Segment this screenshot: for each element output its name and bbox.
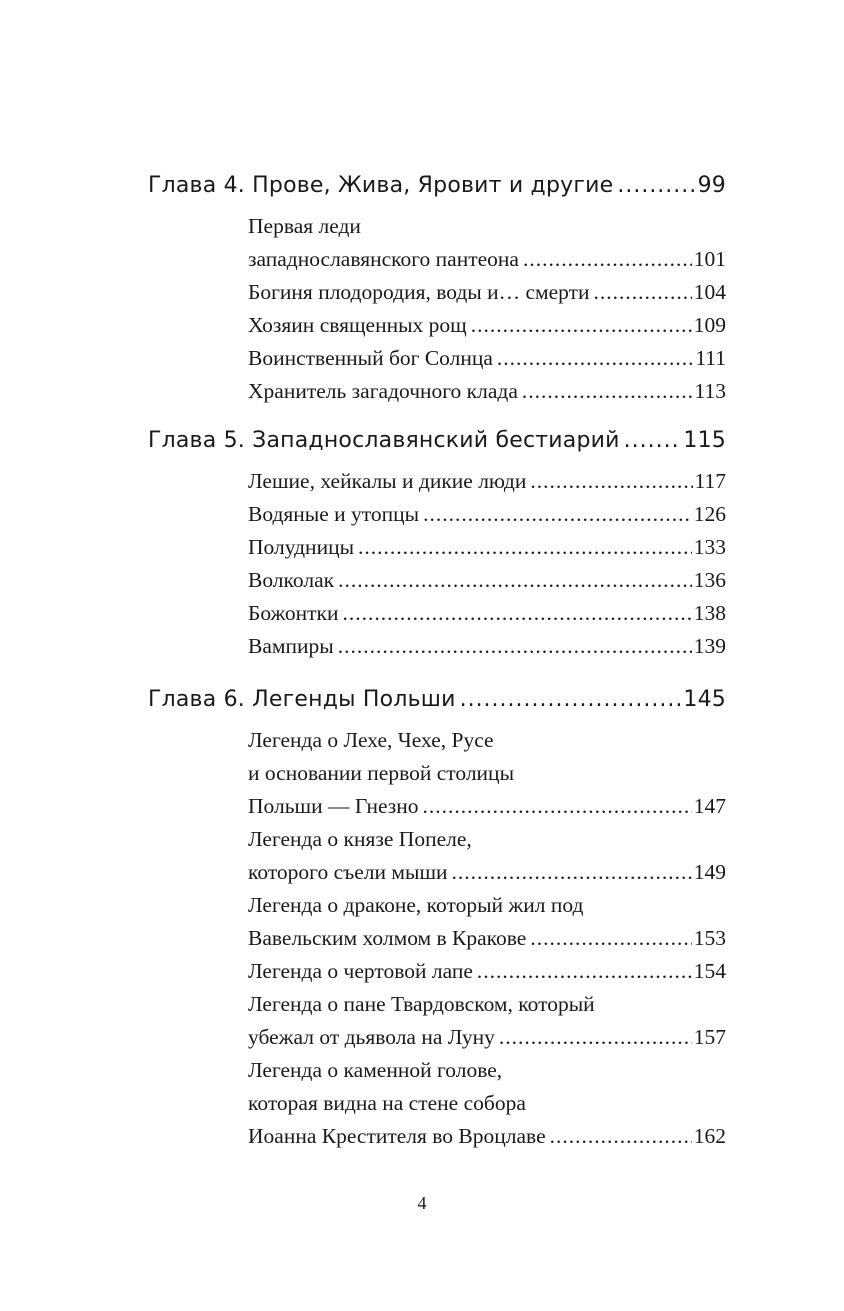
dot-leader [342,597,691,630]
entry-line: Легенда о каменной голове, [248,1058,503,1082]
dot-leader [423,498,692,531]
toc-entry[interactable] [248,531,726,564]
entry-page-number: 139 [693,634,726,658]
dot-leader [523,243,692,276]
entry-line: Легенда о пане Твардовском, который [248,992,595,1016]
entry-title: Вавельским холмом в Кракове [248,926,527,950]
entry-page-number: 147 [693,794,726,818]
entry-title: которого съели мыши [248,860,448,884]
chapter-title: Глава 6. Легенды Польши [148,687,456,712]
toc-entry[interactable] [248,630,726,663]
entry-line: и основании первой столицы [248,761,515,785]
entry-title: Водяные и утопцы [248,502,420,526]
toc-entry[interactable] [248,564,726,597]
dot-leader [423,790,692,823]
entry-title: Хранитель загадочного клада [248,379,518,403]
entry-page-number: 157 [693,1025,726,1049]
entry-page-number: 136 [693,568,726,592]
entry-page-number: 162 [693,1124,726,1148]
entry-page-number: 111 [695,346,726,370]
entry-title: Богиня плодородия, воды и… смерти [248,280,590,304]
page-footer-number: 4 [417,1193,427,1213]
section-list [248,465,726,663]
entry-line: Легенда о драконе, который жил под [248,893,584,917]
toc-entry[interactable] [248,823,726,889]
entry-title: Волколак [248,568,335,592]
dot-leader [477,955,692,988]
dot-leader [617,170,695,202]
toc-entry[interactable] [248,210,726,276]
chapter-page-number: 99 [697,173,726,198]
toc-entry[interactable] [248,465,726,498]
dot-leader [460,684,682,716]
entry-title: Воинственный бог Солнца [248,346,493,370]
dot-leader [624,425,682,457]
entry-page-number: 153 [693,926,726,950]
entry-title: Божонтки [248,601,339,625]
entry-title: западнославянского пантеона [248,247,519,271]
dot-leader [338,630,692,663]
entry-line: Легенда о Лехе, Чехе, Русе [248,728,494,752]
entry-title: Польши — Гнезно [248,794,419,818]
dot-leader [594,276,692,309]
toc-entry[interactable] [248,988,726,1054]
toc-entry[interactable] [248,276,726,309]
toc-entry[interactable] [248,889,726,955]
entry-title: Легенда о чертовой лапе [248,959,473,983]
chapter-page-number: 145 [683,687,726,712]
entry-line: которая видна на стене собора [248,1091,526,1115]
chapter-heading[interactable] [148,684,726,716]
entry-title: Полудницы [248,535,355,559]
entry-title: Вампиры [248,634,334,658]
dot-leader [530,922,691,955]
entry-page-number: 154 [693,959,726,983]
chapter-heading[interactable] [148,425,726,457]
dot-leader [471,309,692,342]
dot-leader [550,1120,692,1153]
entry-page-number: 104 [693,280,726,304]
entry-page-number: 133 [693,535,726,559]
entry-line: Легенда о князе Попеле, [248,827,472,851]
entry-page-number: 138 [693,601,726,625]
chapter-5 [148,425,726,663]
dot-leader [452,856,692,889]
chapter-title: Глава 5. Западнославянский бестиарий [148,428,620,453]
dot-leader [338,564,692,597]
toc-entry[interactable] [248,1054,726,1153]
toc-entry[interactable] [248,342,726,375]
entry-page-number: 126 [693,502,726,526]
chapter-4 [148,170,726,408]
entry-page-number: 149 [693,860,726,884]
entry-title: Иоанна Крестителя во Вроцлаве [248,1124,546,1148]
entry-page-number: 113 [694,379,726,403]
dot-leader [530,465,692,498]
toc-entry[interactable] [248,309,726,342]
chapter-page-number: 115 [683,428,726,453]
dot-leader [358,531,692,564]
section-list [248,210,726,408]
toc-entry[interactable] [248,375,726,408]
entry-page-number: 117 [694,469,726,493]
chapter-6 [148,684,726,1153]
entry-title: Лешие, хейкалы и дикие люди [248,469,527,493]
entry-page-number: 109 [693,313,726,337]
toc-entry[interactable] [248,724,726,823]
entry-title: убежал от дьявола на Луну [248,1025,495,1049]
entry-page-number: 101 [693,247,726,271]
toc-entry[interactable] [248,498,726,531]
entry-title: Хозяин священных рощ [248,313,467,337]
dot-leader [497,342,693,375]
toc-entry[interactable] [248,597,726,630]
chapter-heading[interactable] [148,170,726,202]
section-list [248,724,726,1153]
entry-line: Первая леди [248,214,361,238]
chapter-title: Глава 4. Прове, Жива, Яровит и другие [148,173,614,198]
dot-leader [499,1021,692,1054]
dot-leader [522,375,693,408]
toc-entry[interactable] [248,955,726,988]
